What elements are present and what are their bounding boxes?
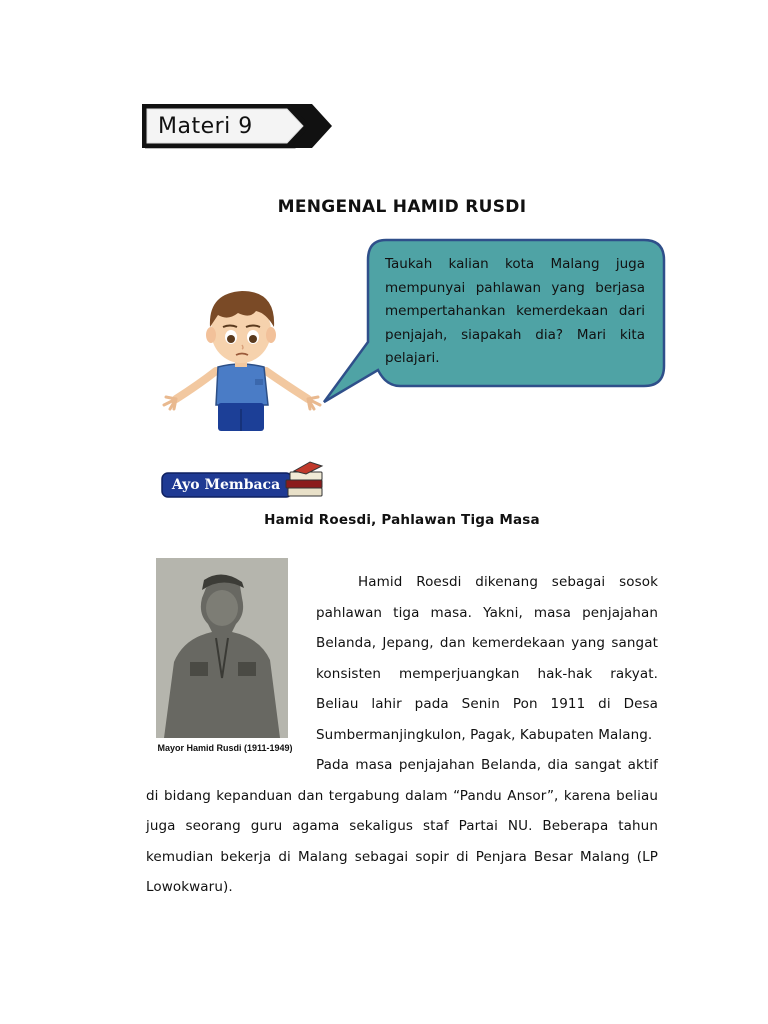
bubble-line: mempunyai pahlawan yang berjasa: [385, 279, 645, 296]
page-title: MENGENAL HAMID RUSDI: [277, 197, 527, 217]
body-line: kemudian bekerja di Malang sebagai sopir di Penjara Besar Malang (LP: [146, 849, 658, 865]
body-line: Beliau lahir pada Senin Pon 1911 di Desa: [316, 696, 658, 712]
photo-caption: Mayor Hamid Rusdi (1911-1949): [157, 743, 293, 753]
body-line: juga seorang guru agama sekaligus staf Partai NU. Beberapa tahun: [146, 818, 658, 834]
body-line: di bidang kepanduan dan tergabung dalam “Pandu Ansor”, karena beliau: [146, 788, 658, 804]
body-line: Pada masa penjajahan Belanda, dia sangat aktif: [316, 757, 658, 773]
section-title: Hamid Roesdi, Pahlawan Tiga Masa: [264, 512, 540, 528]
body-line: Belanda, Jepang, dan kemerdekaan yang sangat: [316, 635, 658, 651]
body-line: Hamid Roesdi dikenang sebagai sosok: [358, 574, 658, 590]
bubble-line: Taukah kalian kota Malang juga: [385, 256, 645, 272]
ayo-membaca-label: Ayo Membaca: [171, 477, 281, 493]
body-line: Lowokwaru).: [146, 879, 233, 895]
chapter-label: Materi 9: [158, 114, 253, 139]
bubble-line: mempertahankan kemerdekaan dari: [385, 303, 645, 319]
speech-bubble-text: [385, 253, 645, 371]
body-line: pahlawan tiga masa. Yakni, masa penjajahan: [316, 605, 658, 621]
body-line: Sumbermanjingkulon, Pagak, Kabupaten Malang.: [316, 727, 653, 743]
hamid-rusdi-photo: [156, 558, 288, 738]
body-line: konsisten memperjuangkan hak-hak rakyat.: [316, 666, 658, 682]
bubble-line: penjajah, siapakah dia? Mari kita: [385, 326, 645, 343]
books-icon: [286, 462, 322, 496]
bubble-line: pelajari.: [385, 350, 440, 366]
